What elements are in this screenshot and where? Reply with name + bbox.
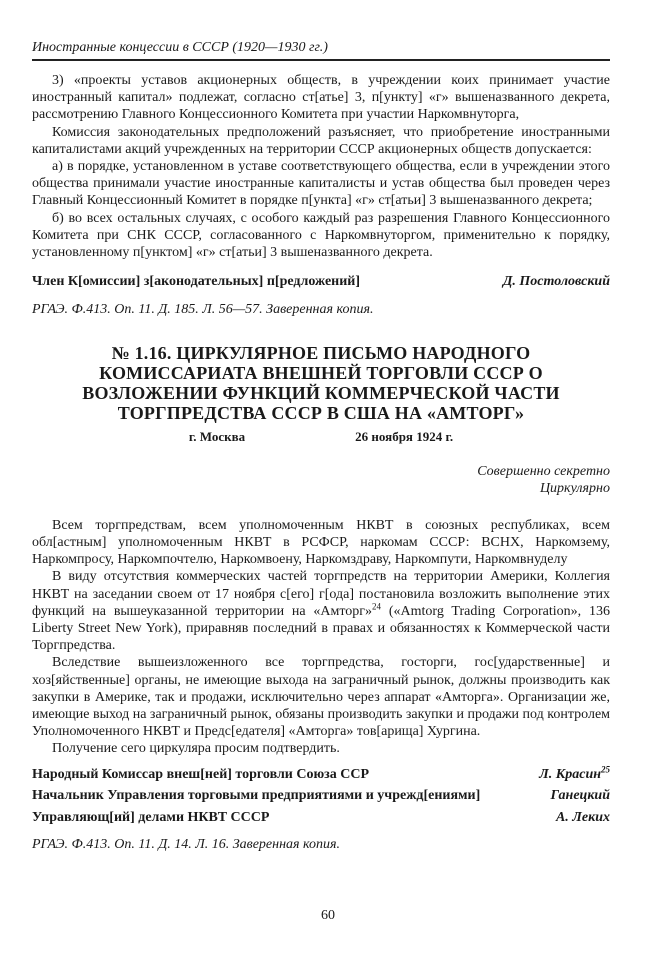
place-date-line	[32, 429, 610, 445]
signature-name	[539, 763, 610, 784]
signature-position: Начальник Управления торговыми предприятиями и учрежд[ениями]	[32, 788, 481, 804]
page-number: 60	[321, 908, 335, 923]
signature-position: Управляющ[ий] делами НКВТ СССР	[32, 809, 270, 825]
archive-source-reference: РГАЭ. Ф.413. Оп. 11. Д. 185. Л. 56—57. Заверенная копия.	[32, 301, 374, 317]
document-date: 26 ноября 1924 г.	[355, 428, 454, 444]
signature-name: Д. Постоловский	[502, 274, 610, 290]
footnote-ref: 25	[601, 763, 610, 774]
signature-lekhikh	[32, 809, 610, 827]
paragraph-text: В виду отсутствия коммерческих частей торгпредств на территории Америки, Коллегия НКВТ на заседании своем от 17 ноября с[его] г[ода] постановила возложить выполнение этих функций на вышеуказанной территории на «Амторг»	[32, 569, 610, 619]
paragraph-amtorg-decision	[32, 568, 610, 654]
signature-name-text: Л. Красин	[539, 766, 601, 782]
signature-name: А. Леких	[555, 809, 610, 825]
paragraph-consequences: Вследствие вышеизложенного все торгпредства, госторги, гос[ударственные] и хоз[яйственные] органы, не имеющие выхода на заграничный рынок, должны производить как закупки в Америке, так и продажи, исключительно через аппарат «Амторга». Организации же, имеющие выход на заграничный рынок, обязаны производить закупки и продажи под контролем Уполномоченного НКВТ и Предс[едателя] «Амторга» тов[арища] Хургина.	[32, 655, 611, 740]
classification-secret: Совершенно секретно	[477, 463, 610, 479]
signature-name: Ганецкий	[550, 788, 610, 804]
signature-postolovsky	[32, 273, 610, 291]
document-place: г. Москва	[188, 428, 246, 444]
letter-body	[32, 517, 610, 758]
running-head: Иностранные концессии в СССР (1920—1930 гг.)	[32, 40, 610, 61]
paragraph-addressees: Всем торгпредствам, всем уполномоченным НКВТ в союзных республиках, всем обл[астным] уполномоченным НКВТ в РСФСР, наркомам СССР: ВСНХ, Наркомзему, Наркомпросу, Наркомпочтелю, Наркомвоену, Наркомздраву, Наркомпути, Наркомвнуделу	[32, 517, 610, 568]
paragraph-item-a: а) в порядке, установленном в уставе соответствующего общества, если в учреждении этого общества принимали участие иностранные капиталисты и устав общества был проведен через Главный Концессионный Комитет в порядке п[ункта] «г» ст[атьи] 3 вышеназванного декрета;	[32, 159, 610, 209]
paragraph-commission-explanation: Комиссия законодательных предположений разъясняет, что приобретение иностранными капиталистами акций учрежденных на территории СССР акционерных обществ допускается:	[32, 124, 610, 157]
footnote-ref: 24	[372, 601, 382, 612]
signature-position: Народный Комиссар внеш[ней] торговли Союза ССР	[32, 766, 370, 782]
paragraph-item-b: б) во всех остальных случаях, с особого каждый раз разрешения Главного Концессионного Комитета при СНК СССР, согласованного с Наркомвнуторгом, применительно к порядку, установленному п[унктом] «г» ст[атьи] 3 вышеназванного декрета.	[32, 210, 610, 261]
paragraph-text: («Amtorg Trading Corporation», 136 Liberty Street New York), приравняв последний в правах и обязанностях к Коммерческой части Торгпредства.	[32, 603, 610, 654]
paragraph-item-3: 3) «проекты уставов акционерных обществ, в учреждении коих принимает участие иностранный капитал» подлежат, согласно ст[атье] 3, п[ункту] «г» вышеназванного декрета, рассмотрению Главного Концессионного Комитета при участии Наркомвнуторга,	[32, 73, 610, 123]
archive-source-reference: РГАЭ. Ф.413. Оп. 11. Д. 14. Л. 16. Заверенная копия.	[32, 837, 341, 853]
page-content	[32, 72, 610, 853]
paragraph-confirmation-request: Получение сего циркуляра просим подтвердить.	[52, 741, 340, 757]
signature-position: Член К[омиссии] з[аконодательных] п[редложений]	[32, 274, 361, 290]
signature-ganetsky	[32, 787, 610, 805]
document-title: № 1.16. ЦИРКУЛЯРНОЕ ПИСЬМО НАРОДНОГО КОМИССАРИАТА ВНЕШНЕЙ ТОРГОВЛИ СССР О ВОЗЛОЖЕНИИ ФУНКЦИЙ КОММЕРЧЕСКОЙ ЧАСТИ ТОРГПРЕДСТВА СССР В США НА «АМТОРГ»	[82, 342, 560, 423]
signature-krasin	[32, 763, 610, 784]
classification-circular: Циркулярно	[539, 480, 610, 496]
signature-block	[32, 763, 610, 827]
